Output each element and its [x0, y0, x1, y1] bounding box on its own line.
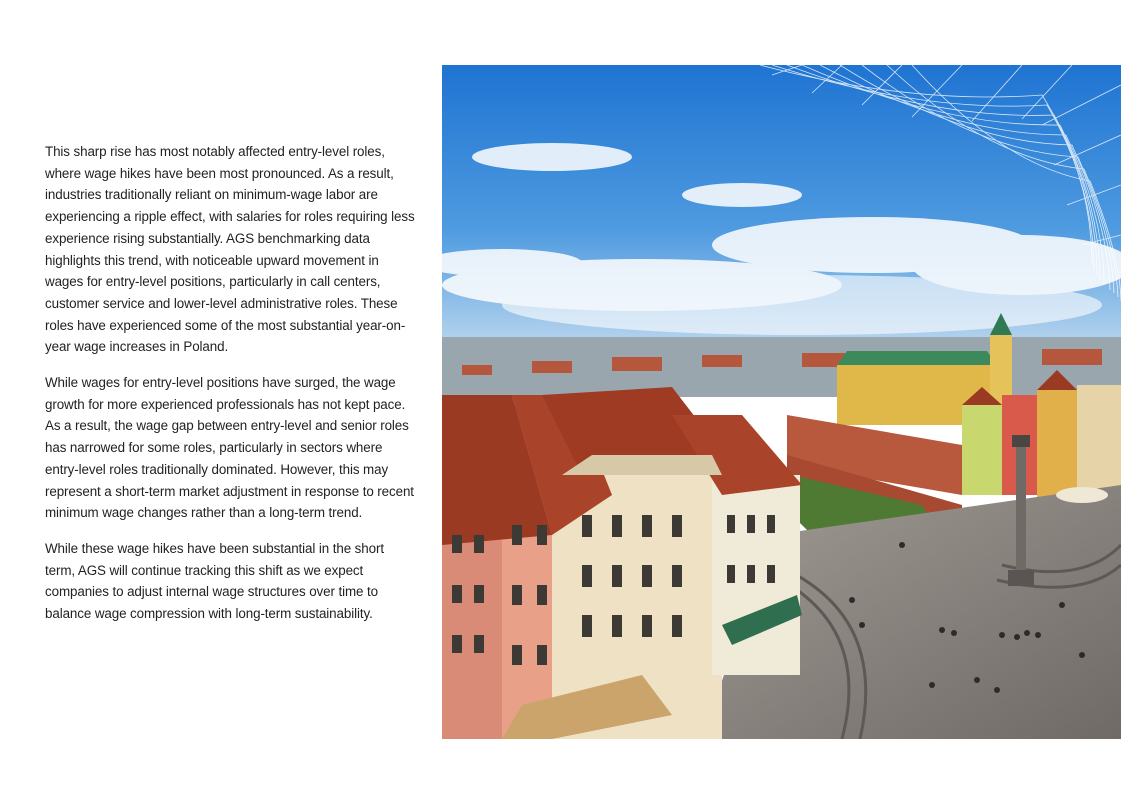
paragraph-wage-gap: While wages for entry-level positions have surged, the wage growth for more experienced professionals has not kept pace. As a result, the wage gap between entry-level and senior roles has narrowed for some roles, particularly in sectors where entry-level roles traditionally dominated. However, this may represent a short-term market adjustment in response to recent minimum wage changes rather than a long-term trend.	[45, 375, 414, 521]
warsaw-old-town-photo	[442, 65, 1121, 739]
paragraph-entry-level-impact: This sharp rise has most notably affected entry-level roles, where wage hikes have been most pronounced. As a result, industries traditionally reliant on minimum-wage labor are experiencing a ripple effect, with salaries for roles requiring less experience rising substantially. AGS benchmarking data highlights this trend, with noticeable upward movement in wages for entry-level positions, particularly in call centers, customer service and lower-level administrative roles. These roles have experienced some of the most substantial year-on-year wage increases in Poland.	[45, 144, 415, 355]
article-body	[45, 141, 417, 639]
paragraph-ags-outlook: While these wage hikes have been substantial in the short term, AGS will continue tracking this shift as we expect companies to adjust internal wage structures over time to balance wage compression with long-term sustainability.	[45, 540, 384, 622]
